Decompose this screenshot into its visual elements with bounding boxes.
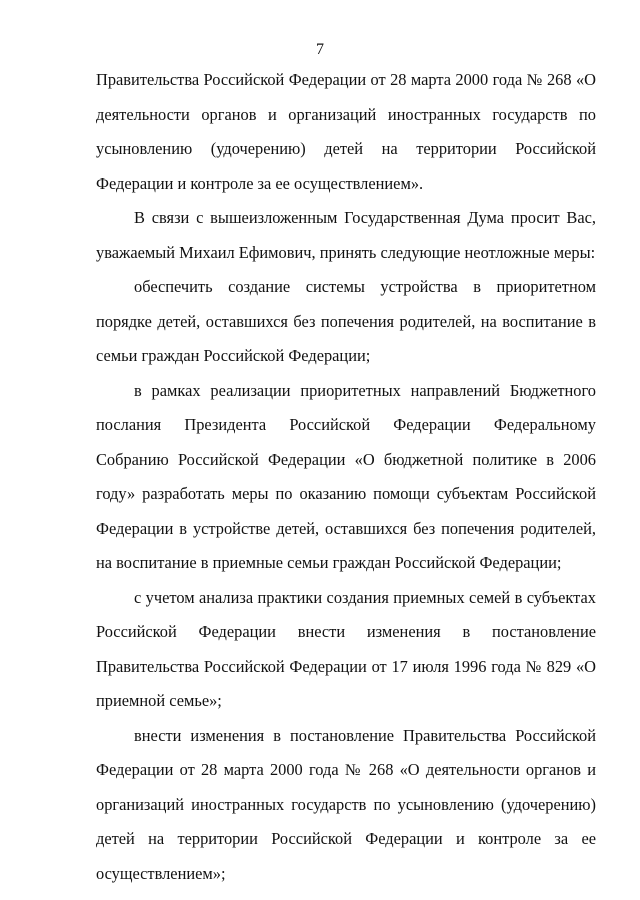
page-number: 7 <box>316 41 324 58</box>
paragraph-measure-adoption-resolution: внести изменения в постановление Правительства Российской Федерации от 28 марта 2000 года № 268 «О деятельности органов и организаций иностранных государств по усыновлению (удочерению) детей на территории Российской Федерации и контроле за ее осуществлением»; <box>96 725 596 883</box>
paragraph-request-intro: В связи с вышеизложенным Государственная Дума просит Вас, уважаемый Михаил Ефимович, принять следующие неотложные меры: <box>96 208 596 262</box>
paragraph-measure-budget-support: в рамках реализации приоритетных направлений Бюджетного послания Президента Российской Федерации Федеральному Собранию Российской Федерации «О бюджетной политике в 2006 году» разработать меры по оказанию помощи субъектам Российской Федерации в устройстве детей, оставшихся без попечения родителей, на воспитание в приемные семьи граждан Российской Федерации; <box>96 380 596 572</box>
document-body <box>96 63 596 891</box>
paragraph-continuation: Правительства Российской Федерации от 28 марта 2000 года № 268 «О деятельности органов и организаций иностранных государств по усыновлению (удочерению) детей на территории Российской Федерации и контроле за ее осуществлением». <box>96 70 596 193</box>
paragraph-measure-family-placement: обеспечить создание системы устройства в приоритетном порядке детей, оставшихся без попечения родителей, на воспитание в семьи граждан Российской Федерации; <box>96 277 596 365</box>
paragraph-measure-foster-family-resolution: с учетом анализа практики создания приемных семей в субъектах Российской Федерации внести изменения в постановление Правительства Российской Федерации от 17 июля 1996 года № 829 «О приемной семье»; <box>96 587 596 710</box>
